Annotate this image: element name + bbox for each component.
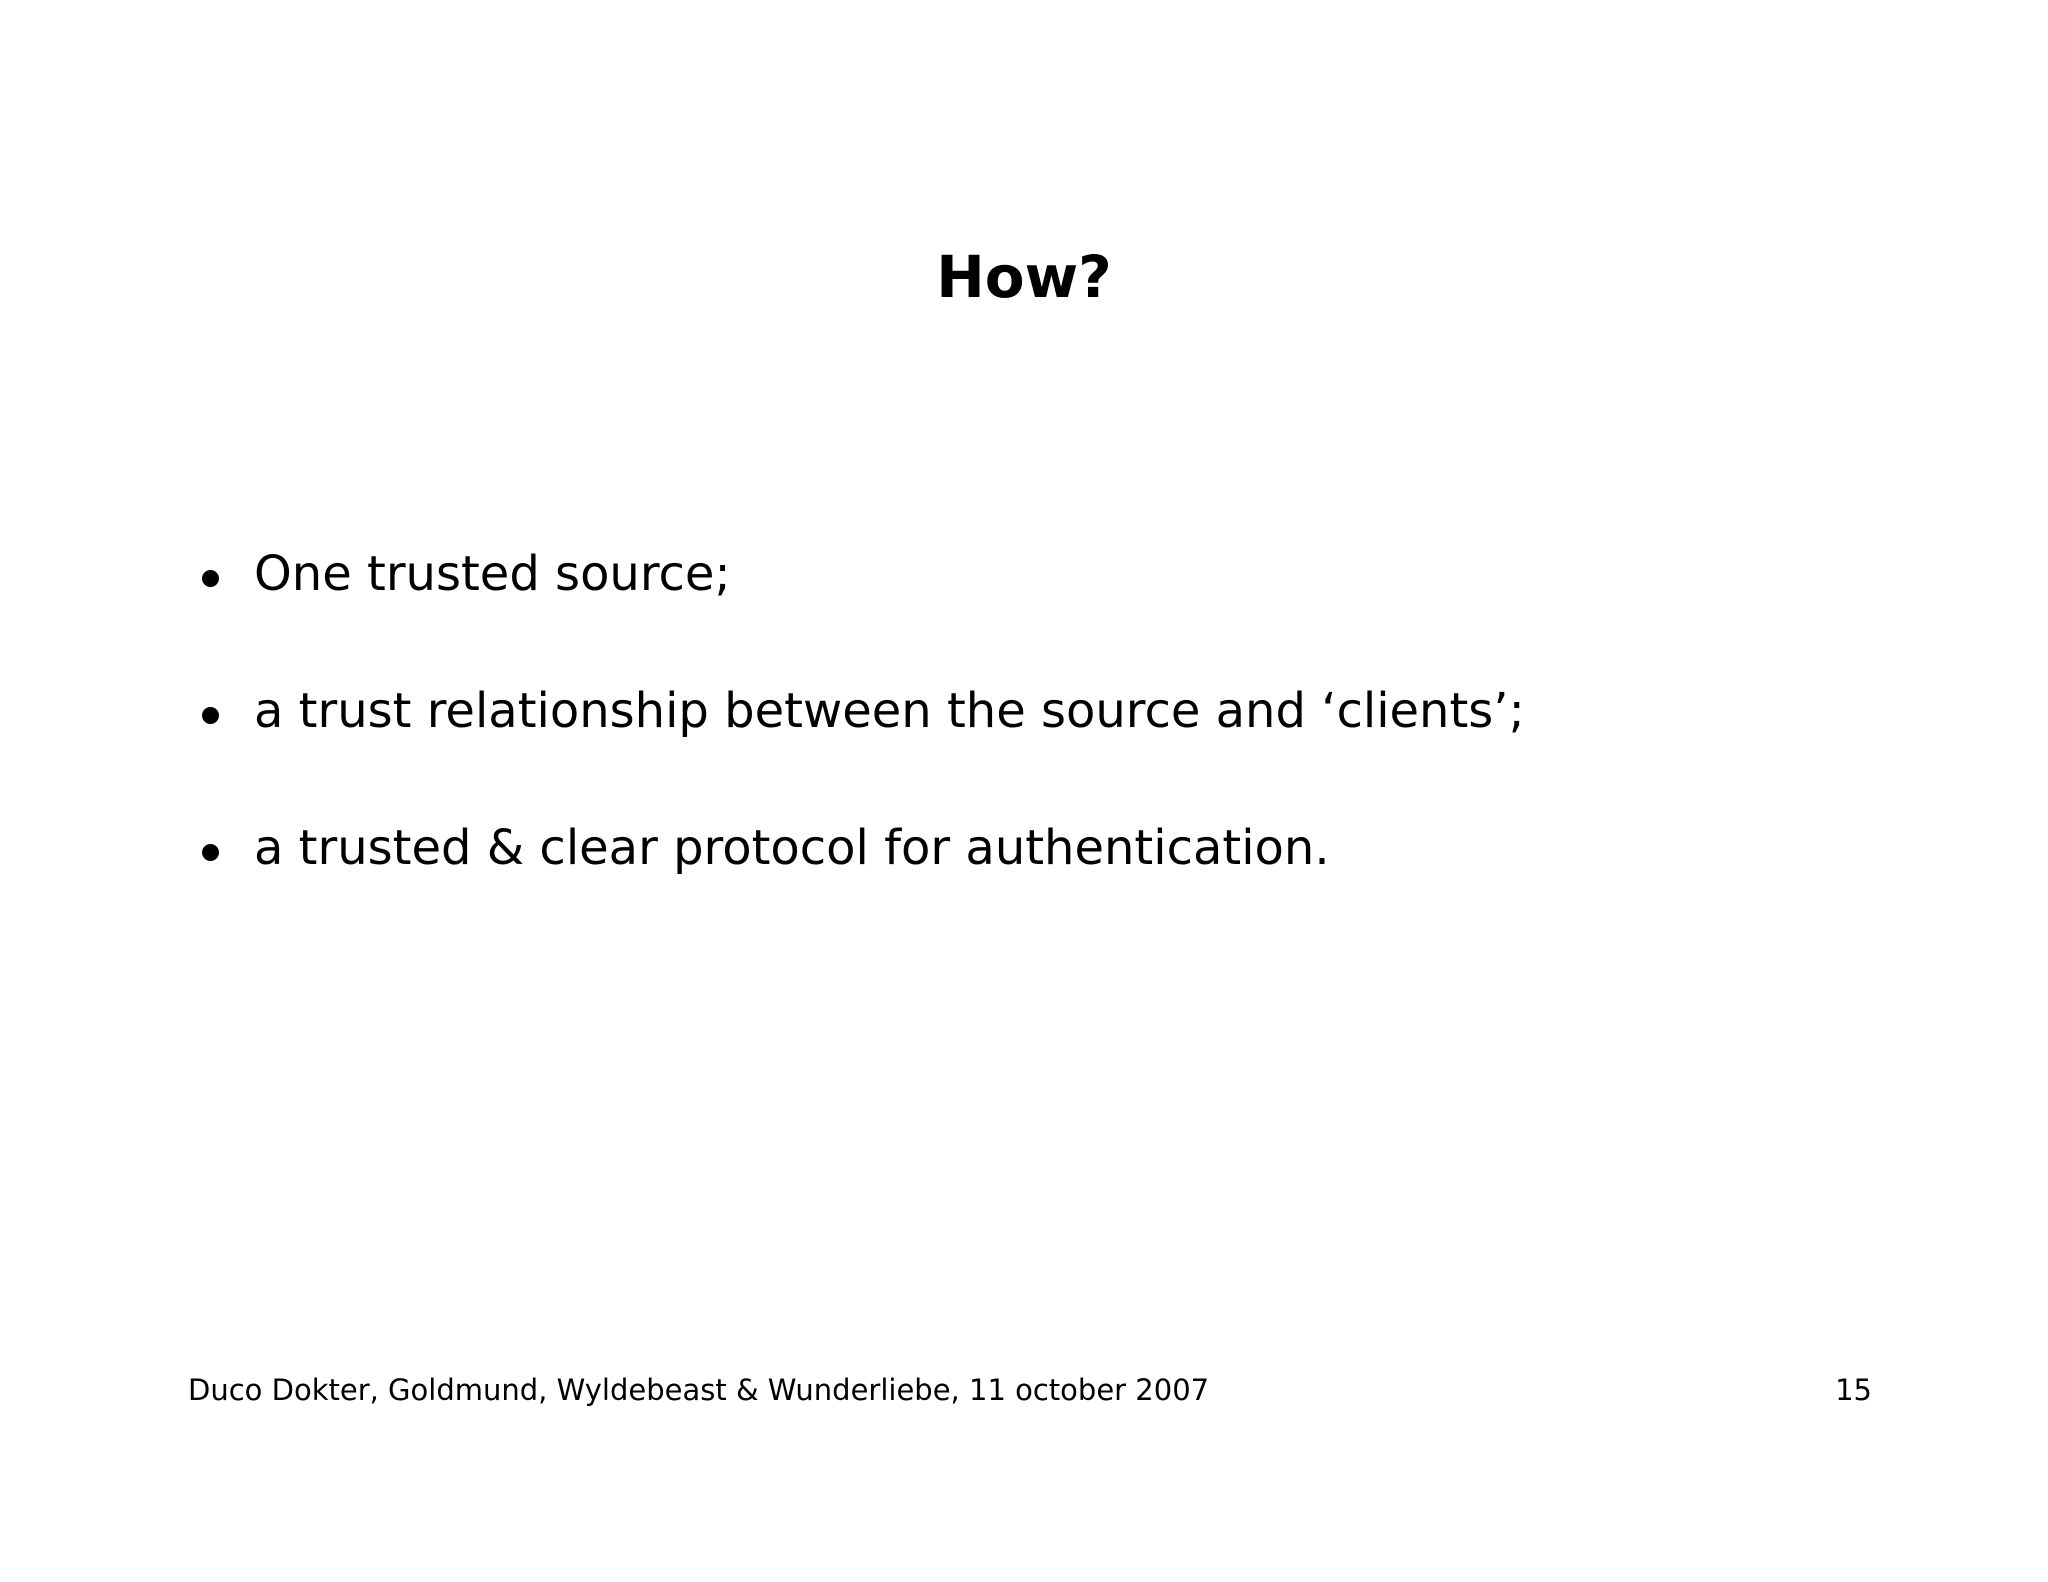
page-number: 15 [1835, 1373, 1872, 1407]
list-item [200, 820, 1525, 957]
bullet-icon [202, 844, 219, 861]
bullet-text: a trusted & clear protocol for authentication. [254, 820, 1330, 876]
footer-credits: Duco Dokter, Goldmund, Wyldebeast & Wunderliebe, 11 october 2007 [188, 1373, 1210, 1407]
bullet-icon [202, 707, 219, 724]
slide-title: How? [936, 243, 1112, 311]
bullet-icon [202, 570, 219, 587]
bullet-list [200, 546, 1525, 957]
list-item [200, 546, 1525, 683]
bullet-text: a trust relationship between the source and ‘clients’; [254, 683, 1525, 739]
list-item [200, 683, 1525, 820]
bullet-text: One trusted source; [254, 546, 731, 602]
